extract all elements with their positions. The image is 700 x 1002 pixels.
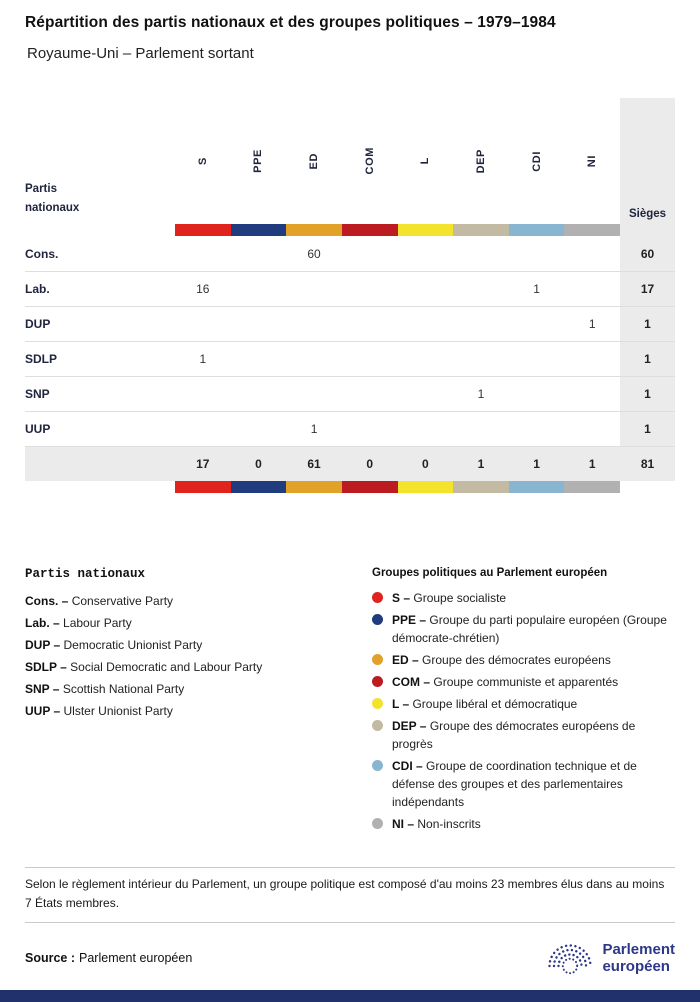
totals-cell: 0 — [231, 446, 287, 481]
group-color-bar — [175, 224, 231, 236]
group-color-bar — [509, 224, 565, 236]
group-color-bar-bottom — [564, 481, 620, 493]
column-header-dep — [453, 98, 509, 236]
party-name: Social Democratic and Labour Party — [70, 660, 263, 674]
value-cell — [453, 341, 509, 376]
group-legend-item — [372, 757, 675, 811]
bars-right-spacer — [620, 481, 675, 493]
value-cell — [564, 236, 620, 271]
party-name-cell: SDLP — [25, 341, 175, 376]
seats-cell: 1 — [620, 306, 675, 341]
column-header-label: COM — [363, 147, 376, 175]
legend-parties-title: Partis nationaux — [25, 567, 146, 581]
value-cell — [175, 376, 231, 411]
legend-groups-title: Groupes politiques au Parlement européen — [372, 567, 608, 579]
group-abbr: PPE – — [392, 613, 427, 627]
group-abbr: NI – — [392, 817, 415, 831]
legend-groups-list — [372, 589, 675, 833]
column-header-l — [398, 98, 454, 236]
parties-column-label: Partis nationaux — [25, 183, 80, 214]
column-header-ppe — [231, 98, 287, 236]
party-legend-item — [25, 656, 372, 678]
ep-logo-line1: Parlement — [602, 941, 675, 958]
group-legend-item — [372, 695, 675, 713]
group-color-bar-bottom — [231, 481, 287, 493]
party-abbr: UUP – — [25, 704, 61, 718]
group-color-dot — [372, 592, 383, 603]
value-cell: 1 — [453, 376, 509, 411]
group-color-bar-bottom — [453, 481, 509, 493]
value-cell — [509, 306, 565, 341]
source-label: Source : — [25, 951, 76, 965]
group-legend-item — [372, 589, 675, 607]
value-cell — [231, 306, 287, 341]
group-name: Groupe des démocrates européens — [422, 653, 611, 667]
column-header-ed — [286, 98, 342, 236]
seats-cell: 17 — [620, 271, 675, 306]
group-color-bar — [398, 224, 454, 236]
value-cell — [564, 271, 620, 306]
value-cell — [286, 341, 342, 376]
group-color-dot — [372, 760, 383, 771]
group-legend-text — [392, 589, 506, 607]
bars-left-spacer — [25, 481, 175, 493]
group-legend-text — [392, 611, 675, 647]
party-name-cell: Lab. — [25, 271, 175, 306]
group-abbr: CDI – — [392, 759, 423, 773]
value-cell — [453, 306, 509, 341]
column-header-label: S — [196, 157, 209, 165]
seats-table — [25, 98, 675, 493]
value-cell — [286, 306, 342, 341]
legend-groups — [372, 567, 675, 837]
party-legend-item — [25, 700, 372, 722]
value-cell — [398, 376, 454, 411]
totals-cell: 61 — [286, 446, 342, 481]
value-cell — [453, 236, 509, 271]
group-legend-text — [392, 673, 618, 691]
seats-column-header — [620, 98, 675, 236]
column-header-cdi — [509, 98, 565, 236]
source-value: Parlement européen — [79, 951, 193, 965]
group-color-bar-bottom — [398, 481, 454, 493]
group-color-dot — [372, 614, 383, 625]
value-cell — [342, 341, 398, 376]
value-cell — [342, 271, 398, 306]
value-cell: 1 — [286, 411, 342, 446]
value-cell — [175, 236, 231, 271]
value-cell — [231, 236, 287, 271]
value-cell: 1 — [564, 306, 620, 341]
party-name: Scottish National Party — [62, 682, 185, 696]
party-legend-item — [25, 590, 372, 612]
party-name-cell: UUP — [25, 411, 175, 446]
column-header-ni — [564, 98, 620, 236]
column-header-label: L — [419, 157, 432, 165]
group-legend-item — [372, 651, 675, 669]
source — [25, 951, 192, 965]
group-legend-text — [392, 815, 481, 833]
group-color-bar — [453, 224, 509, 236]
group-name: Groupe du parti populaire européen (Groupe démocrate-chrétien) — [392, 613, 667, 645]
group-legend-text — [392, 717, 675, 753]
ep-logo-mark — [547, 937, 593, 979]
party-name: Conservative Party — [71, 594, 174, 608]
group-name: Non-inscrits — [417, 817, 481, 831]
totals-cell: 17 — [175, 446, 231, 481]
group-legend-item — [372, 673, 675, 691]
column-header-com — [342, 98, 398, 236]
group-color-dot — [372, 720, 383, 731]
page-subtitle: Royaume-Uni – Parlement sortant — [27, 45, 254, 62]
group-legend-text — [392, 757, 675, 811]
group-name: Groupe de coordination technique et de défense des groupes et des parlementaires indépendants — [392, 759, 637, 809]
party-name: Labour Party — [63, 616, 132, 630]
column-header-label: PPE — [252, 149, 265, 173]
value-cell — [231, 271, 287, 306]
group-color-dot — [372, 698, 383, 709]
value-cell — [342, 411, 398, 446]
group-abbr: DEP – — [392, 719, 427, 733]
totals-cell: 1 — [509, 446, 565, 481]
seats-cell: 1 — [620, 411, 675, 446]
value-cell — [342, 376, 398, 411]
party-abbr: SDLP – — [25, 660, 67, 674]
column-header-label: NI — [586, 154, 599, 168]
value-cell — [175, 411, 231, 446]
column-header-s — [175, 98, 231, 236]
value-cell — [564, 376, 620, 411]
column-header-label: DEP — [474, 148, 487, 174]
value-cell — [398, 341, 454, 376]
value-cell — [564, 411, 620, 446]
value-cell — [509, 411, 565, 446]
party-legend-item — [25, 678, 372, 700]
party-name: Ulster Unionist Party — [63, 704, 173, 718]
seats-cell: 60 — [620, 236, 675, 271]
value-cell — [453, 411, 509, 446]
footer-bar — [0, 990, 700, 1002]
group-color-dot — [372, 654, 383, 665]
seats-column-label: Sièges — [628, 208, 667, 220]
party-legend-item — [25, 612, 372, 634]
legend-parties-list — [25, 590, 372, 722]
value-cell — [509, 341, 565, 376]
party-abbr: DUP – — [25, 638, 61, 652]
totals-cell: 1 — [564, 446, 620, 481]
value-cell — [175, 306, 231, 341]
totals-empty-cell — [25, 446, 175, 481]
table-corner-cell — [25, 98, 175, 236]
group-color-dot — [372, 676, 383, 687]
group-name: Groupe libéral et démocratique — [412, 697, 578, 711]
value-cell — [398, 306, 454, 341]
group-legend-text — [392, 695, 577, 713]
group-color-bar-bottom — [342, 481, 398, 493]
value-cell — [231, 376, 287, 411]
legend-parties — [25, 567, 372, 837]
party-name: Democratic Unionist Party — [63, 638, 203, 652]
group-color-bar — [564, 224, 620, 236]
value-cell: 16 — [175, 271, 231, 306]
seats-cell: 1 — [620, 376, 675, 411]
group-color-bar-bottom — [175, 481, 231, 493]
seats-cell: 1 — [620, 341, 675, 376]
value-cell — [231, 411, 287, 446]
party-name-cell: Cons. — [25, 246, 59, 261]
value-cell — [453, 271, 509, 306]
party-abbr: SNP – — [25, 682, 60, 696]
totals-cell: 0 — [342, 446, 398, 481]
page-title: Répartition des partis nationaux et des groupes politiques – 1979–1984 — [25, 14, 556, 31]
value-cell — [342, 306, 398, 341]
footnote-text: Selon le règlement intérieur du Parlement, un groupe politique est composé d'au moins 23 membres élus dans au moins 7 États membres. — [25, 877, 665, 910]
party-abbr: Lab. – — [25, 616, 60, 630]
value-cell — [509, 376, 565, 411]
value-cell — [509, 236, 565, 271]
group-color-bar — [286, 224, 342, 236]
group-name: Groupe communiste et apparentés — [433, 675, 619, 689]
group-abbr: COM – — [392, 675, 431, 689]
totals-cell: 0 — [398, 446, 454, 481]
source-row — [25, 937, 675, 979]
party-name-cell: SNP — [25, 376, 175, 411]
ep-logo-line2: européen — [602, 958, 670, 975]
group-legend-text — [392, 651, 611, 669]
group-name: Groupe socialiste — [413, 591, 507, 605]
party-name-cell: DUP — [25, 306, 175, 341]
value-cell — [398, 271, 454, 306]
value-cell: 1 — [175, 341, 231, 376]
value-cell — [286, 271, 342, 306]
group-legend-item — [372, 717, 675, 753]
value-cell — [342, 236, 398, 271]
group-legend-item — [372, 815, 675, 833]
group-abbr: L – — [392, 697, 410, 711]
totals-cell: 1 — [453, 446, 509, 481]
value-cell: 60 — [307, 246, 321, 261]
party-legend-item — [25, 634, 372, 656]
ep-logo-text — [602, 941, 675, 975]
group-abbr: ED – — [392, 653, 419, 667]
group-abbr: S – — [392, 591, 411, 605]
footnote — [25, 867, 675, 923]
group-legend-item — [372, 611, 675, 647]
value-cell — [286, 376, 342, 411]
european-parliament-logo — [547, 937, 675, 979]
value-cell — [398, 411, 454, 446]
party-abbr: Cons. – — [25, 594, 69, 608]
group-color-bar — [342, 224, 398, 236]
value-cell: 1 — [509, 271, 565, 306]
column-header-label: ED — [308, 152, 321, 170]
group-name: Groupe des démocrates européens de progrès — [392, 719, 636, 751]
column-header-label: CDI — [530, 150, 543, 172]
group-color-bar-bottom — [286, 481, 342, 493]
group-color-bar-bottom — [509, 481, 565, 493]
group-color-bar — [231, 224, 287, 236]
totals-seats-cell: 81 — [620, 446, 675, 481]
group-color-dot — [372, 818, 383, 829]
value-cell — [398, 236, 454, 271]
legend — [25, 567, 675, 837]
value-cell — [564, 341, 620, 376]
value-cell — [231, 341, 287, 376]
